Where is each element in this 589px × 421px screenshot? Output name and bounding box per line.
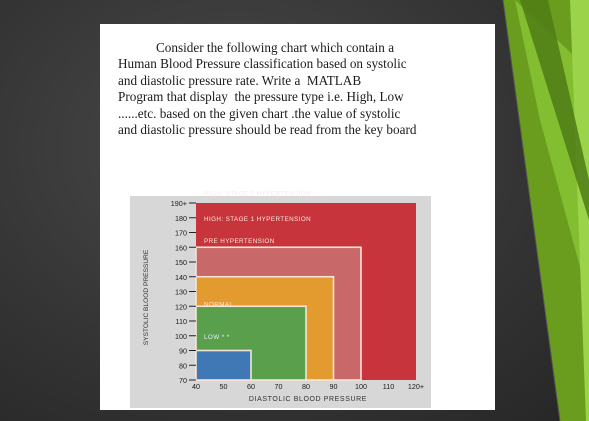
question-line: and diastolic pressure should be read from the key board — [118, 122, 417, 138]
x-tick-label: 60 — [247, 382, 255, 391]
zone-label: PRE HYPERTENSION — [204, 237, 275, 245]
y-tick-label: 80 — [179, 361, 187, 371]
question-line: Consider the following chart which contain a — [156, 40, 395, 55]
question-line: ......etc. based on the given chart .the value of systolic — [118, 105, 401, 121]
x-tick-label: 100 — [355, 382, 367, 391]
y-tick-label: 190+ — [170, 199, 187, 208]
y-tick-label: 160 — [175, 243, 187, 253]
y-tick-label: 180 — [175, 213, 187, 223]
y-tick-label: 90 — [179, 346, 187, 356]
zone-label: NORMAL — [204, 301, 234, 309]
y-tick-label: 150 — [175, 258, 187, 267]
x-tick-label: 110 — [382, 382, 395, 391]
x-tick-label: 120+ — [407, 382, 425, 391]
zone-label: HIGH: STAGE 2 HYPERTENSION — [204, 190, 312, 198]
y-tick-label: 120 — [175, 302, 187, 312]
x-tick-label: 70 — [274, 382, 283, 391]
chart-svg — [130, 190, 431, 408]
zone-label: LOW * * — [204, 333, 230, 341]
question-line: Human Blood Pressure classification based on systolic — [118, 56, 407, 72]
x-tick-label: 40 — [192, 382, 200, 391]
y-axis-label: SYSTOLIC BLOOD PRESSURE — [143, 249, 150, 346]
x-tick-label: 50 — [219, 382, 228, 391]
x-tick-label: 90 — [329, 382, 338, 391]
question-line: Program that display the pressure type i.e. High, Low — [118, 89, 404, 105]
blood-pressure-chart — [130, 190, 431, 408]
y-tick-label: 140 — [175, 272, 187, 282]
y-tick-label: 110 — [175, 317, 187, 326]
zone-4 — [196, 351, 251, 381]
x-axis-label: DIASTOLIC BLOOD PRESSURE — [248, 396, 368, 403]
y-tick-label: 70 — [179, 376, 187, 385]
y-tick-label: 170 — [175, 228, 187, 238]
y-tick-label: 100 — [175, 331, 187, 341]
y-tick-label: 130 — [175, 287, 187, 297]
question-text — [118, 40, 478, 138]
x-tick-label: 80 — [302, 382, 310, 391]
zone-label: HIGH: STAGE 1 HYPERTENSION — [204, 215, 312, 223]
question-line: and diastolic pressure rate. Write a MATLAB — [118, 72, 362, 88]
